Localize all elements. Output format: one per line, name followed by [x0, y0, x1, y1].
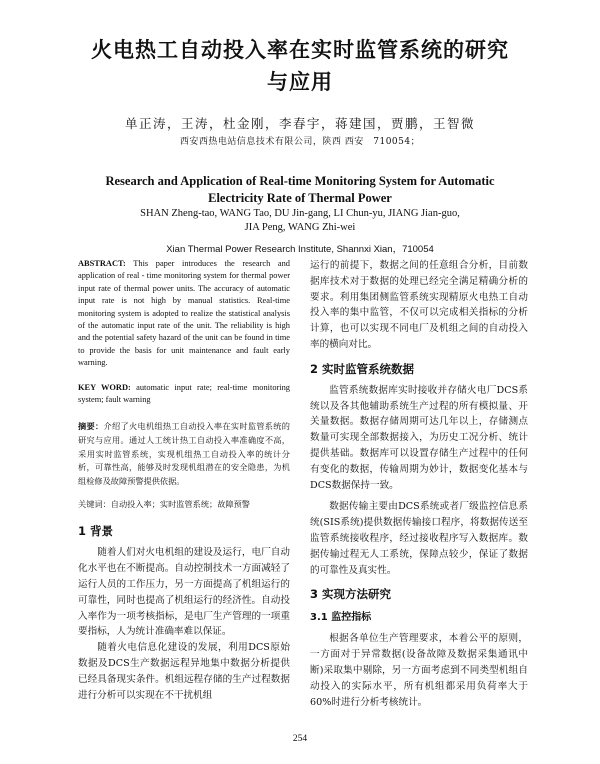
keywords-en-label: KEY WORD: — [78, 382, 131, 392]
section-1-paragraph-2: 随着火电信息化建设的发展，利用DCS原始数据及DCS生产数据远程异地集中数据分析提供已经具备现实条件。机组远程存储的生产过程数据进行分析可以实现在不干扰机组 — [78, 642, 290, 701]
paper-title-en-line1: Research and Application of Real-time Monitoring System for Automatic — [105, 174, 495, 188]
paper-title-cn-line1: 火电热工自动投入率在实时监管系统的研究 — [91, 38, 509, 62]
keywords-en — [78, 382, 290, 407]
keywords-cn-text: 自动投入率；实时监管系统；故障预警 — [110, 499, 250, 510]
right-column-continued-paragraph: 运行的前提下，数据之间的任意组合分析，目前数据库技术对于数据的处理已经完全满足精确分析的要求。利用集团侧监管系统实现精原火电热工自动投入率的集中监管，不仅可以完成相关指标的分析计算，也可以实现不同电厂及机组之间的自动投入率的横向对比。 — [310, 260, 528, 350]
section-1-heading: 1 背景 — [78, 524, 114, 539]
section-3-heading: 3 实现方法研究 — [310, 587, 392, 602]
authors-en-line1: SHAN Zheng-tao, WANG Tao, DU Jin-gang, LI Chun-yu, JIANG Jian-guo, — [140, 208, 460, 219]
abstract-cn — [78, 420, 290, 488]
paper-title-cn-line2: 与应用 — [267, 70, 333, 94]
abstract-cn-text: 介绍了火电机组热工自动投入率在实时监管系统的研究与应用。通过人工统计热工自动投入率准确度不高，采用实时监管系统，实现机组热工自动投入率的统计分析，可靠性高，能够及时发现机组潜在的安全隐患，为机组检修及故障预警提供依据。 — [78, 421, 290, 486]
keywords-en-text: automatic input rate; real-time monitoring system; fault warning — [78, 382, 290, 405]
abstract-cn-label: 摘要： — [78, 421, 104, 432]
affiliation-cn: 西安西热电站信息技术有限公司，陕西 西安 710054； — [179, 137, 421, 147]
section-3-1-heading: 3.1 监控指标 — [310, 612, 372, 624]
keywords-cn-label: 关键词： — [78, 499, 111, 510]
authors-cn: 单正涛，王涛，杜金刚，李春宇，蒋建国，贾鹏，王智微 — [124, 116, 475, 131]
abstract-en-text: This paper introduces the research and application of real - time monitoring system for thermal power input rate of thermal power units. The accuracy of automatic input rate is not high by manual statistics. Real-time monitoring system is adopted to realize the statistical analysis of the automatic input rate of the unit. The reliability is high and the potential safety hazard of the unit can be found in time to provide the basis for unit maintenance and fault early warning. — [78, 259, 290, 368]
section-2-paragraph-2: 数据传输主要由DCS系统或者厂级监控信息系统(SIS系统)提供数据传输接口程序，将数据传送至监管系统接收程序，经过接收程序写入数据库。数据传输过程无人工系统，保障点较少，保证了数据的可靠性及真实性。 — [310, 501, 528, 576]
abstract-en — [78, 258, 290, 370]
section-1-paragraph-1: 随着人们对火电机组的建设及运行，电厂自动化水平也在不断提高。自动控制技术一方面减轻了运行人员的工作压力，另一方面提高了机组运行的可靠性，同时也提高了机组运行的经济性。自动投入率作为一项考核指标，是电厂生产管理的一项重要指标，人为统计准确率难以保证。 — [78, 547, 290, 638]
section-2-paragraph-1: 监管系统数据库实时接收并存储火电厂DCS系统以及各其他辅助系统生产过程的所有模拟量、开关量数据。数据存储周期可达几年以上，存储测点数量可实现全部数据接入，为历史工况分析、统计提供基础。数据库可以设置存储生产过程中的任何有变化的数据，传输周期为妙计，数据变化基本与DCS数据保持一致。 — [310, 384, 528, 491]
section-2-heading: 2 实时监管系统数据 — [310, 361, 415, 376]
abstract-en-label: ABSTRACT: — [78, 259, 126, 268]
affiliation-en: Xian Thermal Power Research Institute, Shannxi Xian，710054 — [166, 244, 434, 255]
keywords-cn — [78, 498, 290, 511]
page-number: 254 — [292, 734, 308, 744]
authors-en-line2: JIA Peng, WANG Zhi-wei — [244, 222, 356, 233]
paper-title-en-line2: Electricity Rate of Thermal Power — [208, 191, 392, 205]
left-column — [78, 258, 290, 703]
right-column — [310, 258, 528, 710]
section-3-1-paragraph-1: 根据各单位生产管理要求，本着公平的原则，一方面对于异常数据(设备故障及数据采集通讯中断)采取集中剔除，另一方面考虑到不同类型机组自动投入的实际水平，所有机组都采用负荷率大于60%时进行分析考核统计。 — [310, 633, 528, 708]
